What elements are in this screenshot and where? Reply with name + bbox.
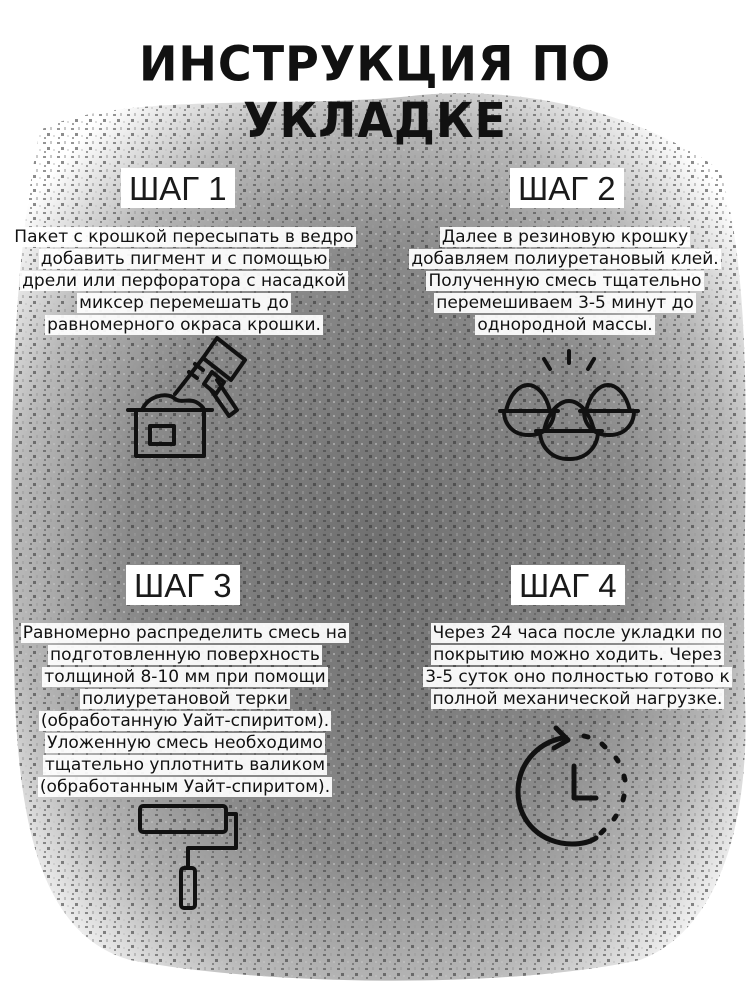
step-3-text	[0, 622, 370, 798]
step-2-heading: ШАГ 2	[510, 168, 624, 208]
step-3-heading: ШАГ 3	[126, 565, 240, 605]
clock-timer-icon	[510, 722, 640, 852]
step-3-line: Уложенную смесь необходимо	[47, 733, 323, 753]
step-1-line: равномерного окраса крошки.	[47, 315, 321, 335]
page-title: ИНСТРУКЦИЯ ПО УКЛАДКЕ	[138, 35, 612, 149]
paint-roller-icon	[134, 800, 244, 915]
step-2-line: Далее в резиновую крошку	[441, 227, 689, 247]
step-2-line: Полученную смесь тщательно	[428, 271, 702, 291]
step-2-text	[385, 226, 745, 336]
step-3-line: подготовленную поверхность	[50, 645, 320, 665]
step-3-line: полиуретановой терки	[82, 689, 288, 709]
step-2-line: однородной массы.	[477, 315, 653, 335]
step-4-line: полной механической нагрузке.	[432, 689, 723, 709]
step-1-text	[0, 226, 368, 336]
step-2-line: перемешиваем 3-5 минут до	[436, 293, 694, 313]
step-3-line: тщательно уплотнить валиком	[44, 755, 326, 775]
step-1-line: Пакет с крошкой пересыпать в ведро	[14, 227, 354, 247]
step-1-heading: ШАГ 1	[121, 168, 235, 208]
step-3-line: толщиной 8-10 мм при помощи	[44, 667, 326, 687]
step-1-line: добавить пигмент и с помощью	[40, 249, 328, 269]
mixing-bowls-icon	[494, 345, 644, 470]
step-4-line: Через 24 часа после укладки по	[432, 623, 723, 643]
step-2-line: добавляем полиуретановый клей.	[411, 249, 719, 269]
step-4-heading: ШАГ 4	[511, 565, 625, 605]
step-3-line: Равномерно распределить смесь на	[22, 623, 348, 643]
step-4-line: покрытию можно ходить. Через	[433, 645, 722, 665]
step-3-line: (обработанным Уайт-спиритом).	[39, 777, 331, 797]
drill-mixing-bucket-icon	[122, 330, 262, 470]
step-1-line: миксер перемешать до	[79, 293, 289, 313]
step-4-line: 3-5 суток оно полностью готово к	[425, 667, 730, 687]
step-1-line: дрели или перфоратора с насадкой	[22, 271, 346, 291]
step-3-line: (обработанную Уайт-спиритом).	[40, 711, 330, 731]
step-4-text	[405, 622, 750, 710]
